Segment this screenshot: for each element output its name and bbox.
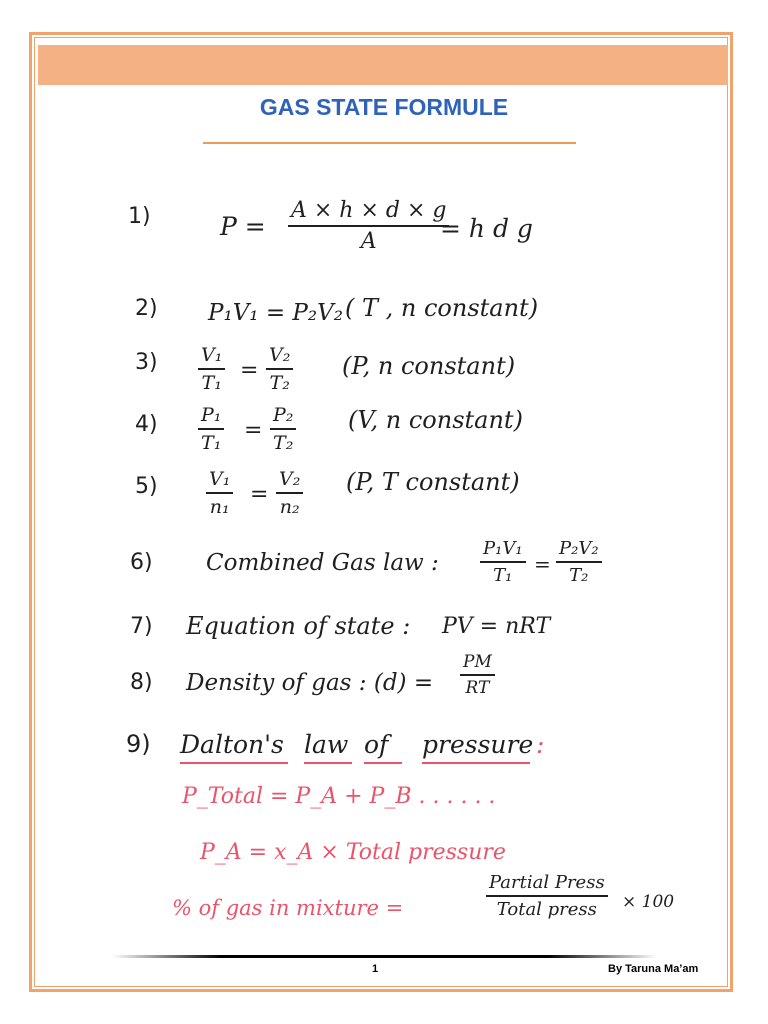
formula-6-denominator-2: T₂ <box>569 565 589 586</box>
formula-2-condition: ( T , n constant) <box>345 294 539 322</box>
formula-4-numerator-2: P₂ <box>273 404 294 426</box>
formula-3-equals: = <box>240 358 259 383</box>
pink-underline <box>364 762 402 764</box>
header-band <box>38 45 728 85</box>
author-credit: By Taruna Ma’am <box>608 963 699 975</box>
page-title: GAS STATE FORMULE <box>259 94 509 120</box>
title-underline <box>203 142 576 144</box>
formula-4-condition: (V, n constant) <box>348 406 523 434</box>
formula-8-denominator: RT <box>465 678 490 698</box>
formula-3-condition: (P, n constant) <box>342 352 516 380</box>
formula-7-label: Equation of state : <box>186 612 411 640</box>
formula-7-expression: PV = nRT <box>442 614 551 639</box>
formula-5-condition: (P, T constant) <box>346 468 520 496</box>
formula-5-numerator-2: V₂ <box>279 468 301 490</box>
formula-9-line-3-label: % of gas in mixture = <box>172 896 404 920</box>
formula-1-fraction <box>288 200 449 253</box>
formula-3-denominator-1: T₁ <box>201 372 222 394</box>
formula-4-fraction-right <box>270 406 296 453</box>
formula-6-label: Combined Gas law : <box>206 550 439 576</box>
formula-9-colon: : <box>536 730 545 759</box>
formula-4-number: 4) <box>135 412 158 437</box>
formula-9-line-3-denominator: Total press <box>496 899 597 920</box>
formula-1-number: 1) <box>128 204 151 229</box>
formula-9-line-3-fraction <box>486 874 608 919</box>
formula-5-denominator-2: n₂ <box>279 496 300 518</box>
formula-6-equals: = <box>534 552 551 576</box>
formula-3-fraction-right <box>266 346 293 393</box>
formula-8-fraction <box>460 654 495 697</box>
formula-6-fraction-right <box>556 540 602 585</box>
formula-6-number: 6) <box>130 550 153 575</box>
formula-9-line-3-multiplier: × 100 <box>622 892 675 912</box>
formula-9-line-3-numerator: Partial Press <box>489 872 605 893</box>
formula-4-equals: = <box>244 418 263 443</box>
formula-5-number: 5) <box>135 474 158 499</box>
formula-4-denominator-2: T₂ <box>273 432 294 454</box>
formula-9-word-pressure: pressure <box>422 730 534 759</box>
formula-1-rhs: = h d g <box>440 214 533 243</box>
formula-3-numerator-2: V₂ <box>269 344 291 366</box>
formula-6-denominator-1: T₁ <box>493 565 513 586</box>
footer-rule <box>112 955 657 958</box>
formula-5-fraction-right <box>276 470 303 517</box>
formula-9-word-daltons: Dalton's <box>180 730 284 759</box>
formula-8-number: 8) <box>130 670 153 695</box>
formula-9-number: 9) <box>126 730 151 758</box>
pink-underline <box>180 762 288 764</box>
formula-5-equals: = <box>250 482 269 507</box>
formula-9-word-law: law <box>304 730 349 759</box>
formula-3-denominator-2: T₂ <box>269 372 290 394</box>
formula-6-fraction-left <box>480 540 526 585</box>
formula-3-numerator-1: V₁ <box>201 344 223 366</box>
formula-2-number: 2) <box>135 296 158 321</box>
formula-1-denominator: A <box>360 229 377 254</box>
formula-6-numerator-2: P₂V₂ <box>559 538 599 559</box>
formula-3-fraction-left <box>198 346 225 393</box>
formula-4-numerator-1: P₁ <box>201 404 222 426</box>
formula-8-label: Density of gas : (d) = <box>186 670 434 696</box>
formula-5-denominator-1: n₁ <box>209 496 230 518</box>
formula-1-lhs: P = <box>220 212 266 241</box>
pink-underline <box>422 762 530 764</box>
formula-4-fraction-left <box>198 406 224 453</box>
formula-9-line-2: P_A = x_A × Total pressure <box>200 840 506 865</box>
page-number: 1 <box>372 963 379 975</box>
formula-5-numerator-1: V₁ <box>209 468 231 490</box>
formula-1-numerator: A × h × d × g <box>291 198 447 223</box>
formula-5-fraction-left <box>206 470 233 517</box>
formula-3-number: 3) <box>135 350 158 375</box>
formula-9-word-of: of <box>364 730 389 759</box>
pink-underline <box>304 762 352 764</box>
formula-4-denominator-1: T₁ <box>201 432 222 454</box>
formula-7-number: 7) <box>130 614 153 639</box>
formula-6-numerator-1: P₁V₁ <box>483 538 523 559</box>
formula-2-expression: P₁V₁ = P₂V₂ <box>208 300 343 326</box>
formula-9-line-1: P_Total = P_A + P_B . . . . . . <box>182 784 496 809</box>
formula-8-numerator: PM <box>463 652 492 672</box>
